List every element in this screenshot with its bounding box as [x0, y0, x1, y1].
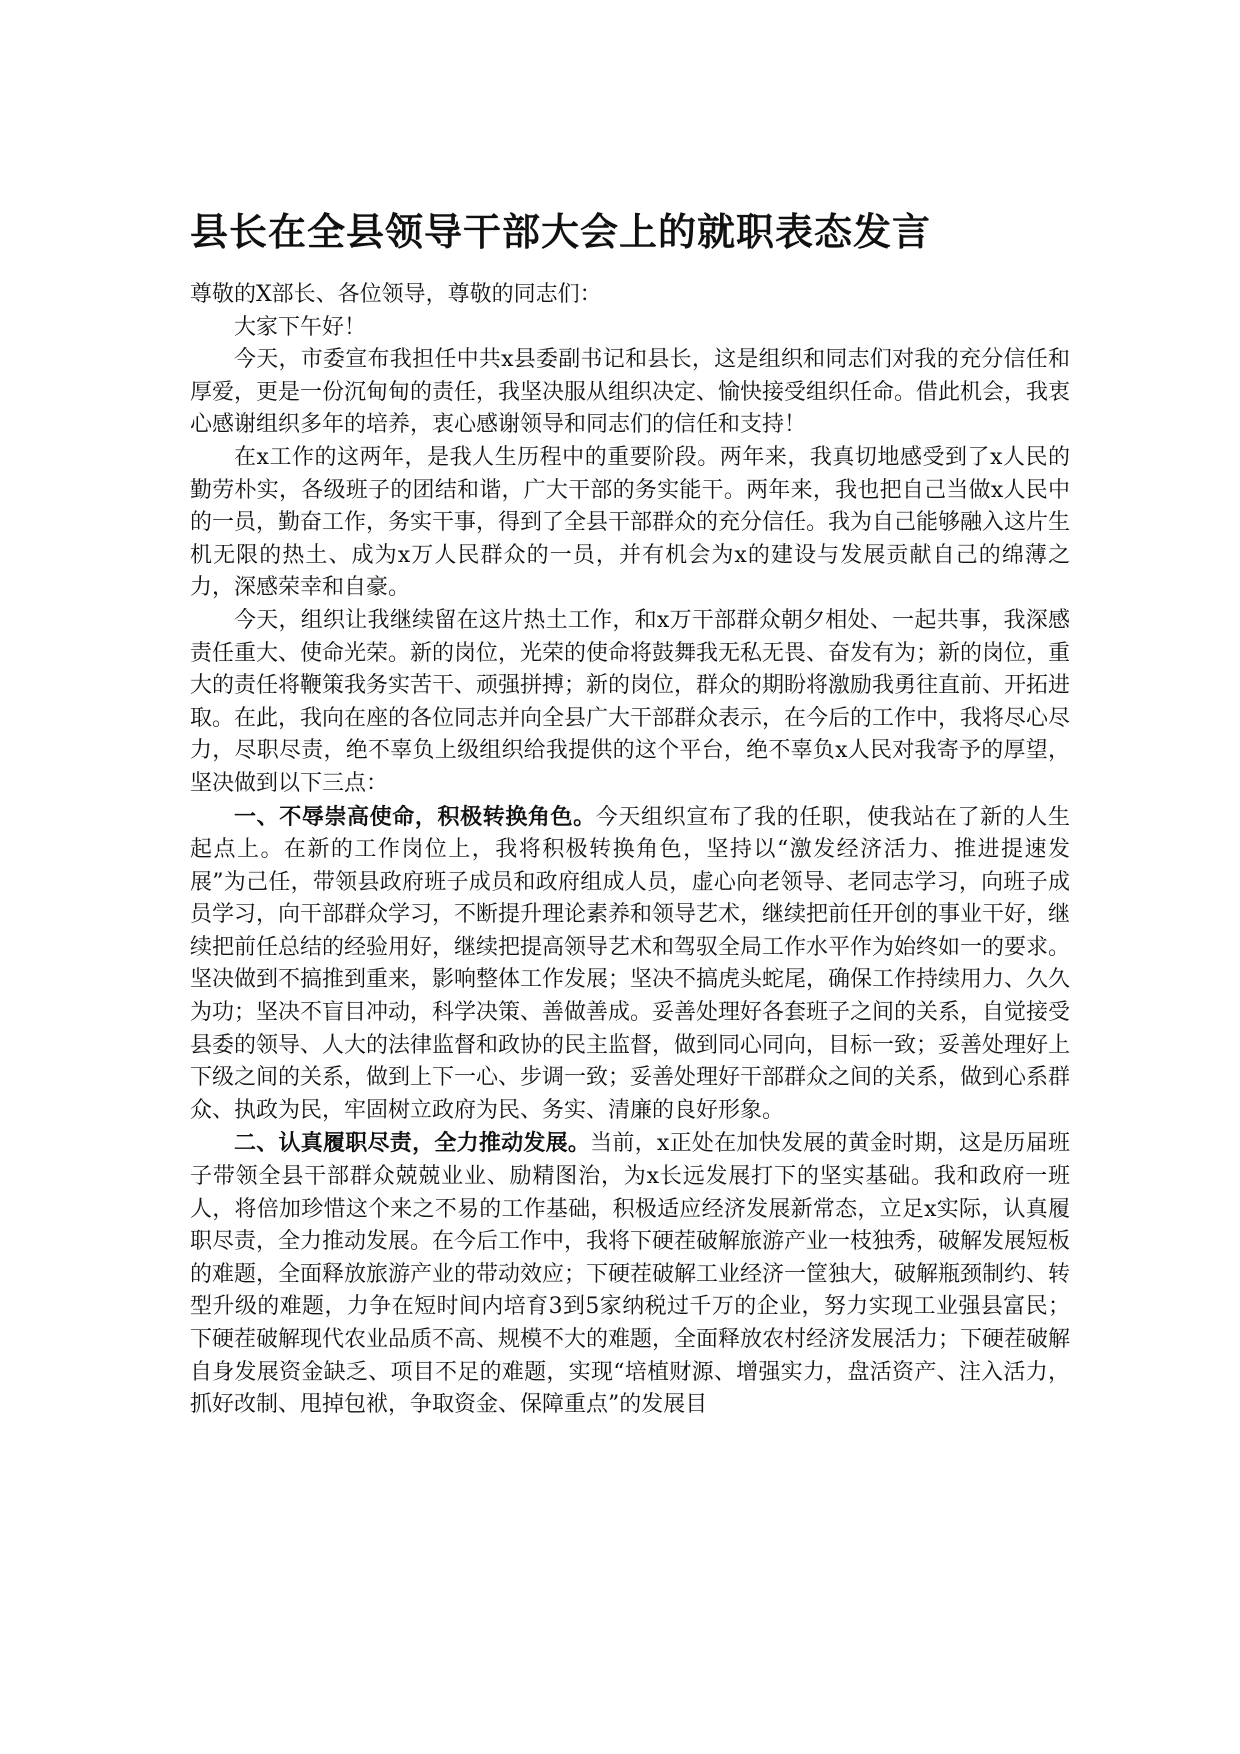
point-1-heading: 一、不辱崇高使命，积极转换角色。	[234, 803, 596, 830]
body-paragraph-3: 今天，组织让我继续留在这片热土工作，和x万干部群众朝夕相处、一起共事，我深感责任重大、使命光荣。新的岗位，光荣的使命将鼓舞我无私无畏、奋发有为；新的岗位，重大的责任将鞭策我务实苦干、顽强拼搏；新的岗位，群众的期盼将激励我勇往直前、开拓进取。在此，我向在座的各位同志并向全县广大干部群众表示，在今后的工作中，我将尽心尽力，尽职尽责，绝不辜负上级组织给我提供的这个平台，绝不辜负x人民对我寄予的厚望，坚决做到以下三点：	[190, 607, 1071, 796]
point-2-text: 当前，x正处在加快发展的黄金时期，这是历届班子带领全县干部群众兢兢业业、励精图治，为x长远发展打下的坚实基础。我和政府一班人，将倍加珍惜这个来之不易的工作基础，积极适应经济发展新常态，立足x实际，认真履职尽责，全力推动发展。在今后工作中，我将下硬茬破解旅游产业一枝独秀，破解发展短板的难题，全面释放旅游产业的带动效应；下硬茬破解工业经济一筐独大，破解瓶颈制约、转型升级的难题，力争在短时间内培育3到5家纳税过千万的企业，努力实现工业强县富民；下硬茬破解现代农业品质不高、规模不大的难题，全面释放农村经济发展活力；下硬茬破解自身发展资金缺乏、项目不足的难题，实现“培植财源、增强实力，盘活资产、注入活力，抓好改制、甩掉包袱，争取资金、保障重点”的发展目	[190, 1131, 1071, 1418]
body-paragraph-1: 今天，市委宣布我担任中共x县委副书记和县长，这是组织和同志们对我的充分信任和厚爱，更是一份沉甸甸的责任，我坚决服从组织决定、愉快接受组织任命。借此机会，我衷心感谢组织多年的培养，衷心感谢领导和同志们的信任和支持！	[190, 347, 1071, 438]
point-2-heading: 二、认真履职尽责，全力推动发展。	[234, 1130, 591, 1157]
salutation-line: 尊敬的X部长、各位领导，尊敬的同志们：	[190, 282, 602, 307]
document-body	[190, 279, 1070, 1422]
body-paragraph-2: 在x工作的这两年，是我人生历程中的重要阶段。两年来，我真切地感受到了x人民的勤劳朴实，各级班子的团结和谐，广大干部的务实能干。两年来，我也把自己当做x人民中的一员，勤奋工作，务实干事，得到了全县干部群众的充分信任。我为自己能够融入这片生机无限的热土、成为x万人民群众的一员，并有机会为x的建设与发展贡献自己的绵薄之力，深感荣幸和自豪。	[190, 444, 1071, 601]
point-1-text: 今天组织宣布了我的任职，使我站在了新的人生起点上。在新的工作岗位上，我将积极转换角色，坚持以“激发经济活力、推进提速发展”为己任，带领县政府班子成员和政府组成人员，虚心向老领导、老同志学习，向班子成员学习，向干部群众学习，不断提升理论素养和领导艺术，继续把前任开创的事业干好，继续把前任总结的经验用好，继续把提高领导艺术和驾驭全局工作水平作为始终如一的要求。坚决做到不搞推到重来，影响整体工作发展；坚决不搞虎头蛇尾，确保工作持续用力、久久为功；坚决不盲目冲动，科学决策、善做善成。妥善处理好各套班子之间的关系，自觉接受县委的领导、人大的法律监督和政协的民主监督，做到同心同向，目标一致；妥善处理好上下级之间的关系，做到上下一心、步调一致；妥善处理好干部群众之间的关系，做到心系群众、执政为民，牢固树立政府为民、务实、清廉的良好形象。	[190, 804, 1071, 1123]
point-1-paragraph	[190, 801, 1070, 1128]
document-title: 县长在全县领导干部大会上的就职表态发言	[190, 210, 932, 254]
greeting-paragraph: 大家下午好！	[234, 314, 367, 340]
point-2-paragraph	[190, 1127, 1070, 1421]
